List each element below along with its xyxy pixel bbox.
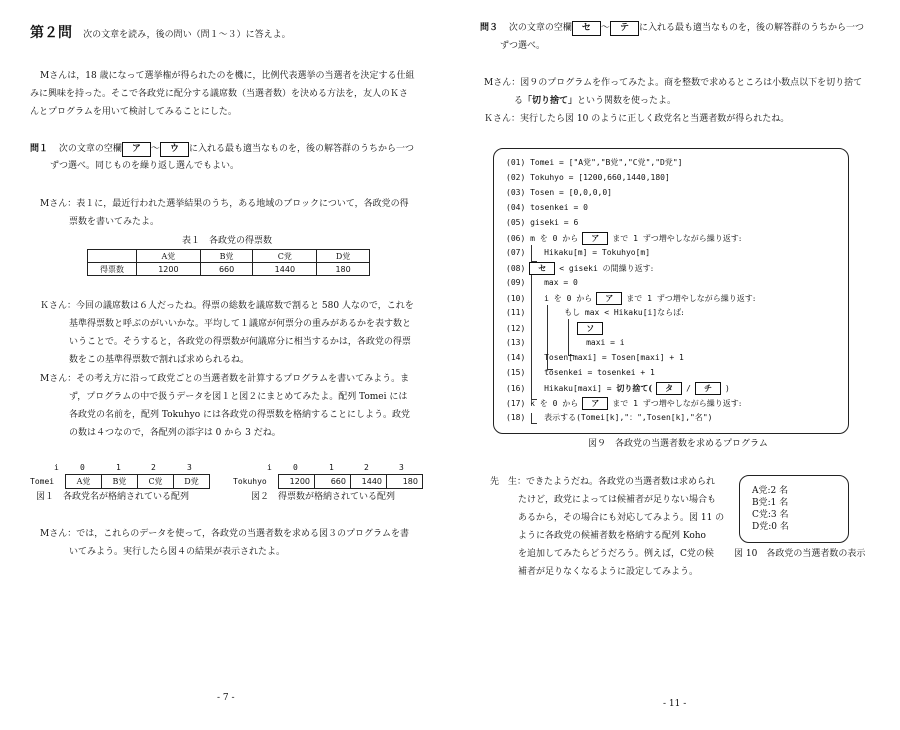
program-line-15: [506, 367, 655, 379]
fig1-cell: C党: [138, 475, 174, 489]
m3-speaker: Mさん：: [40, 529, 77, 539]
fig9-caption: 図９ 各政党の当選者数を求めるプログラム: [588, 439, 768, 449]
q1-line-1: [30, 142, 414, 157]
fig1-index: 2: [151, 463, 156, 472]
left-heading-label: 第２問: [30, 25, 72, 41]
code-text: max = 0: [544, 278, 578, 287]
k1-line-1: [40, 300, 414, 312]
q1-post: に入れる最も適当なものを，後の解答群のうちから一つ: [188, 144, 414, 154]
line-number: (08): [506, 264, 526, 273]
blank-ta-box: タ: [656, 382, 682, 395]
blank-so-box: ソ: [577, 322, 603, 335]
code-text: まで: [612, 399, 629, 408]
q3-label: 問３: [480, 23, 499, 33]
vote-table-row: [88, 263, 370, 276]
result-line: B党:1 名: [752, 498, 789, 508]
fig2-cell: 1200: [279, 475, 315, 489]
fig1-array: [30, 462, 210, 489]
rm-line-2: [514, 95, 676, 107]
code-text: から: [576, 294, 593, 303]
m2-line-4: の数は４つなので，各配列の添字は 0 から 3 だね。: [69, 428, 281, 438]
fig2-index-label: i: [267, 463, 272, 472]
program-line-17: [506, 397, 741, 410]
fig2-cell: 180: [387, 475, 423, 489]
line-number: (16): [506, 384, 526, 393]
code-text: ずつ増やしながら繰り返す:: [656, 294, 756, 303]
blank-a-box: ア: [582, 232, 608, 245]
program-line-07: [506, 247, 650, 259]
left-page-number: - 7 -: [217, 693, 235, 703]
q1-label: 問１: [30, 144, 49, 154]
blank-a-box: ア: [596, 292, 622, 305]
left-heading-text: 次の文章を読み，後の問い（問１～３）に答えよ。: [83, 30, 291, 40]
code-text: 1: [633, 399, 638, 408]
vote-table-cell: 1200: [137, 263, 201, 276]
code-text: k: [530, 399, 535, 408]
fig1-cell: D党: [174, 475, 210, 489]
code-text: tosenkei = 0: [530, 203, 588, 212]
result-box: [739, 475, 849, 543]
m2-speaker: Mさん：: [40, 374, 77, 384]
teacher-line-5: を追加してみたらどうだろう。例えば，C党の候: [518, 549, 714, 559]
fig1-caption: 図１ 各政党名が格納されている配列: [36, 492, 190, 502]
fig2-caption: 図２ 得票数が格納されている配列: [251, 492, 396, 502]
k1-line-4: 数をこの基準得票数で割れば求められるね。: [69, 355, 250, 365]
code-text: i: [544, 294, 549, 303]
program-line-14: [506, 352, 684, 364]
program-line-04: [506, 202, 588, 214]
program-line-12: [506, 322, 607, 335]
blank-se-box: セ: [529, 262, 555, 275]
code-text: tosenkei = tosenkei + 1: [544, 368, 655, 377]
teacher-line-4: ように各政党の候補者数を格納する配列 Koho: [518, 531, 706, 541]
q3-line-1: [480, 21, 864, 36]
vote-table-header: D党: [317, 250, 370, 263]
rk-line-1: [484, 113, 789, 125]
fig1-cell: B党: [102, 475, 138, 489]
q3-post: に入れる最も適当なものを，後の解答群のうちから一つ: [638, 23, 864, 33]
code-text: m: [530, 234, 535, 243]
q3-line-2: ずつ選べ。: [500, 41, 546, 51]
intro-line-3: んとプログラムを用いて検討してみることにした。: [30, 107, 237, 117]
code-text: を: [553, 294, 562, 303]
program-line-11: [506, 307, 684, 319]
code-text: 表示する: [544, 413, 577, 422]
code-text: 0: [566, 294, 572, 303]
line-number: (10): [506, 294, 526, 303]
m1-line-2: 票数を書いてみたよ。: [69, 217, 160, 227]
table1-caption: 表１ 各政党の得票数: [182, 236, 273, 246]
fig2-cell: 660: [315, 475, 351, 489]
teacher-text-1: できたようだね。各政党の当選者数は求められ: [526, 477, 716, 487]
fig1-array-name: Tomei: [30, 477, 55, 486]
result-line: A党:2 名: [752, 486, 789, 496]
code-text: Tokuhyo = [1200,660,1440,180]: [530, 173, 670, 182]
intro-line-1: Mさんは，18 歳になって選挙権が得られたのを機に，比例代表選挙の当選者を決定する仕組: [40, 71, 415, 81]
fig2-array-row: [233, 474, 423, 489]
fig1-index-row: [30, 462, 210, 474]
rm-speaker: Mさん：: [484, 78, 521, 88]
q1-pre: 次の文章の空欄: [58, 144, 122, 154]
q1-line-2: ずつ選べ。同じものを繰り返し選んでもよい。: [50, 161, 240, 171]
program-line-03: [506, 187, 612, 199]
program-line-08: [506, 262, 653, 275]
m2-line-3: 各政党の名前を，配列 Tokuhyo には各政党の得票数を格納することにしよう。政党: [69, 410, 410, 420]
fig1-cell: A党: [66, 475, 102, 489]
line-number: (18): [506, 413, 526, 422]
vote-table-row-label: 得票数: [88, 263, 137, 276]
rm-line-1: [484, 77, 862, 89]
code-text: 0: [552, 399, 558, 408]
code-text: を: [539, 234, 548, 243]
vote-table-header-row: [88, 250, 370, 263]
teacher-line-6: 補者が足りなくなるように設定してみよう。: [518, 567, 699, 577]
intro-line-2: みに興味を持った。そこで各政党に配分する議席数（当選者数）を決める方法を，友人のＫさ: [30, 89, 409, 99]
k1-line-2: 基準得票数と呼ぶのがいいかな。平均して１議席が何票分の重みがあるかを表す数と: [69, 319, 412, 329]
code-text: もし: [564, 308, 581, 317]
code-text: Hikaku[m] = Tokuhyo[m]: [544, 248, 651, 257]
line-number: (11): [506, 308, 526, 317]
blank-se-box: セ: [572, 21, 601, 36]
fig2-array-name: Tokuhyo: [233, 477, 267, 486]
line-number: (01): [506, 158, 526, 167]
program-line-09: [506, 277, 578, 289]
code-text: 切り捨て(: [616, 383, 653, 393]
program-line-06: [506, 232, 741, 245]
m3-text-1: では，これらのデータを使って，各政党の当選者数を求める図３のプログラムを書: [76, 529, 409, 539]
line-number: (13): [506, 338, 526, 347]
k1-text-1: 今回の議席数は６人だったね。得票の総数を議席数で割ると 580 人なので，これを: [76, 301, 414, 311]
result-line: D党:0 名: [752, 522, 789, 532]
vote-table-cell: 1440: [253, 263, 317, 276]
program-line-01: [506, 157, 683, 169]
program-line-16: [506, 382, 730, 395]
line-number: (02): [506, 173, 526, 182]
program-line-13: [506, 337, 625, 349]
fig1-index: 0: [80, 463, 85, 472]
k1-line-3: いうことで。そうすると，各政党の得票数が何議席分に相当するかは，各政党の得票: [69, 337, 411, 347]
code-text: を: [539, 399, 548, 408]
m2-line-2: ず，プログラムの中で扱うデータを図１と図２にまとめてみたよ。配列 Tomei には: [69, 392, 408, 402]
vote-table-header: C党: [253, 250, 317, 263]
program-line-05: [506, 217, 578, 229]
rm-text-2b: 「切り捨て」: [523, 96, 578, 106]
code-text: Tosen = [0,0,0,0]: [530, 188, 612, 197]
program-line-18: [506, 412, 713, 424]
fig1-array-row: [30, 474, 210, 489]
line-number: (14): [506, 353, 526, 362]
fig1-index: 1: [116, 463, 121, 472]
vote-table-cell: 660: [200, 263, 253, 276]
vote-table: [87, 249, 370, 276]
vote-table-corner: [88, 250, 137, 263]
vote-table-cell: 180: [317, 263, 370, 276]
code-text: maxi = i: [586, 338, 625, 347]
code-text: 0: [552, 234, 558, 243]
rk-text-1: 実行したら図 10 のように正しく政党名と当選者数が得られたね。: [520, 114, 790, 124]
rm-text-1: 図９のプログラムを作ってみたよ。商を整数で求めるところは小数点以下を切り捨て: [520, 78, 863, 88]
program-box: [493, 148, 849, 434]
teacher-line-2: たけど，政党によっては候補者が足りない場合も: [518, 495, 717, 505]
line-number: (04): [506, 203, 526, 212]
program-line-02: [506, 172, 670, 184]
code-text: Tosen[maxi] = Tosen[maxi] + 1: [544, 353, 684, 362]
m1-line-1: [40, 198, 409, 210]
left-heading: [30, 22, 291, 42]
fig2-index: 3: [399, 463, 404, 472]
blank-a-box: ア: [122, 142, 151, 157]
blank-a-box: ア: [582, 397, 608, 410]
code-text: ずつ増やしながら繰り返す:: [642, 234, 742, 243]
vote-table-header: A党: [137, 250, 201, 263]
teacher-line-1: [490, 476, 715, 488]
line-number: (12): [506, 324, 526, 333]
rm-text-2a: る: [514, 96, 524, 106]
fig1-array-table: [65, 474, 210, 489]
code-text: の間繰り返す:: [602, 264, 654, 273]
code-text: giseki = 6: [530, 218, 579, 227]
program-line-10: [506, 292, 755, 305]
code-text: /: [686, 384, 691, 393]
line-number: (03): [506, 188, 526, 197]
code-text: < giseki: [559, 264, 598, 273]
fig10-caption: 図 10 各政党の当選者数の表示: [734, 549, 866, 559]
m3-line-1: [40, 528, 409, 540]
line-number: (15): [506, 368, 526, 377]
line-number: (17): [506, 399, 526, 408]
m2-line-1: [40, 373, 409, 385]
q1-tilde: ～: [150, 144, 160, 154]
blank-u-box: ウ: [160, 142, 189, 157]
q3-tilde: ～: [600, 23, 610, 33]
code-text: ): [724, 384, 730, 393]
result-line: C党:3 名: [752, 510, 789, 520]
code-text: から: [562, 399, 579, 408]
line-number: (07): [506, 248, 526, 257]
fig2-cell: 1440: [351, 475, 387, 489]
q3-pre: 次の文章の空欄: [508, 23, 572, 33]
fig2-array: [233, 462, 423, 489]
code-text: ならば:: [657, 308, 684, 317]
teacher-speaker: 先 生：: [490, 477, 527, 487]
blank-chi-box: チ: [695, 382, 721, 395]
line-number: (09): [506, 278, 526, 287]
fig2-index: 1: [329, 463, 334, 472]
fig2-index: 2: [364, 463, 369, 472]
teacher-line-3: あるから，その場合にも対応してみよう。図 11 の: [518, 513, 725, 523]
fig1-index-label: i: [54, 463, 59, 472]
line-number: (05): [506, 218, 526, 227]
rm-text-2c: という関数を使ったよ。: [577, 96, 677, 106]
k1-speaker: Ｋさん：: [40, 301, 77, 311]
line-number: (06): [506, 234, 526, 243]
m1-text-1: 表１に，最近行われた選挙結果のうち，ある地域のブロックについて，各政党の得: [76, 199, 409, 209]
m3-line-2: いてみよう。実行したら図４の結果が表示されたよ。: [69, 547, 286, 557]
rk-speaker: Ｋさん：: [484, 114, 521, 124]
fig1-index: 3: [187, 463, 192, 472]
code-text: 1: [633, 234, 638, 243]
code-text: max < Hikaku[i]: [584, 308, 658, 317]
m2-text-1: その考え方に沿って政党ごとの当選者数を計算するプログラムを書いてみよう。ま: [76, 374, 410, 384]
code-text: Tomei = ["A党","B党","C党","D党"]: [530, 158, 683, 167]
code-text: ずつ増やしながら繰り返す:: [642, 399, 742, 408]
fig2-index: 0: [293, 463, 298, 472]
code-text: まで: [626, 294, 643, 303]
code-text: 1: [647, 294, 652, 303]
code-text: まで: [612, 234, 629, 243]
blank-te-box: テ: [610, 21, 639, 36]
code-text: (Tomei[k],"：",Tosen[k],"名"): [576, 413, 713, 422]
code-text: Hikaku[maxi] =: [544, 384, 612, 393]
right-page-number: - 11 -: [663, 699, 687, 709]
fig2-index-row: [233, 462, 423, 474]
fig2-array-table: [278, 474, 423, 489]
m1-speaker: Mさん：: [40, 199, 77, 209]
code-text: から: [562, 234, 579, 243]
vote-table-header: B党: [200, 250, 253, 263]
